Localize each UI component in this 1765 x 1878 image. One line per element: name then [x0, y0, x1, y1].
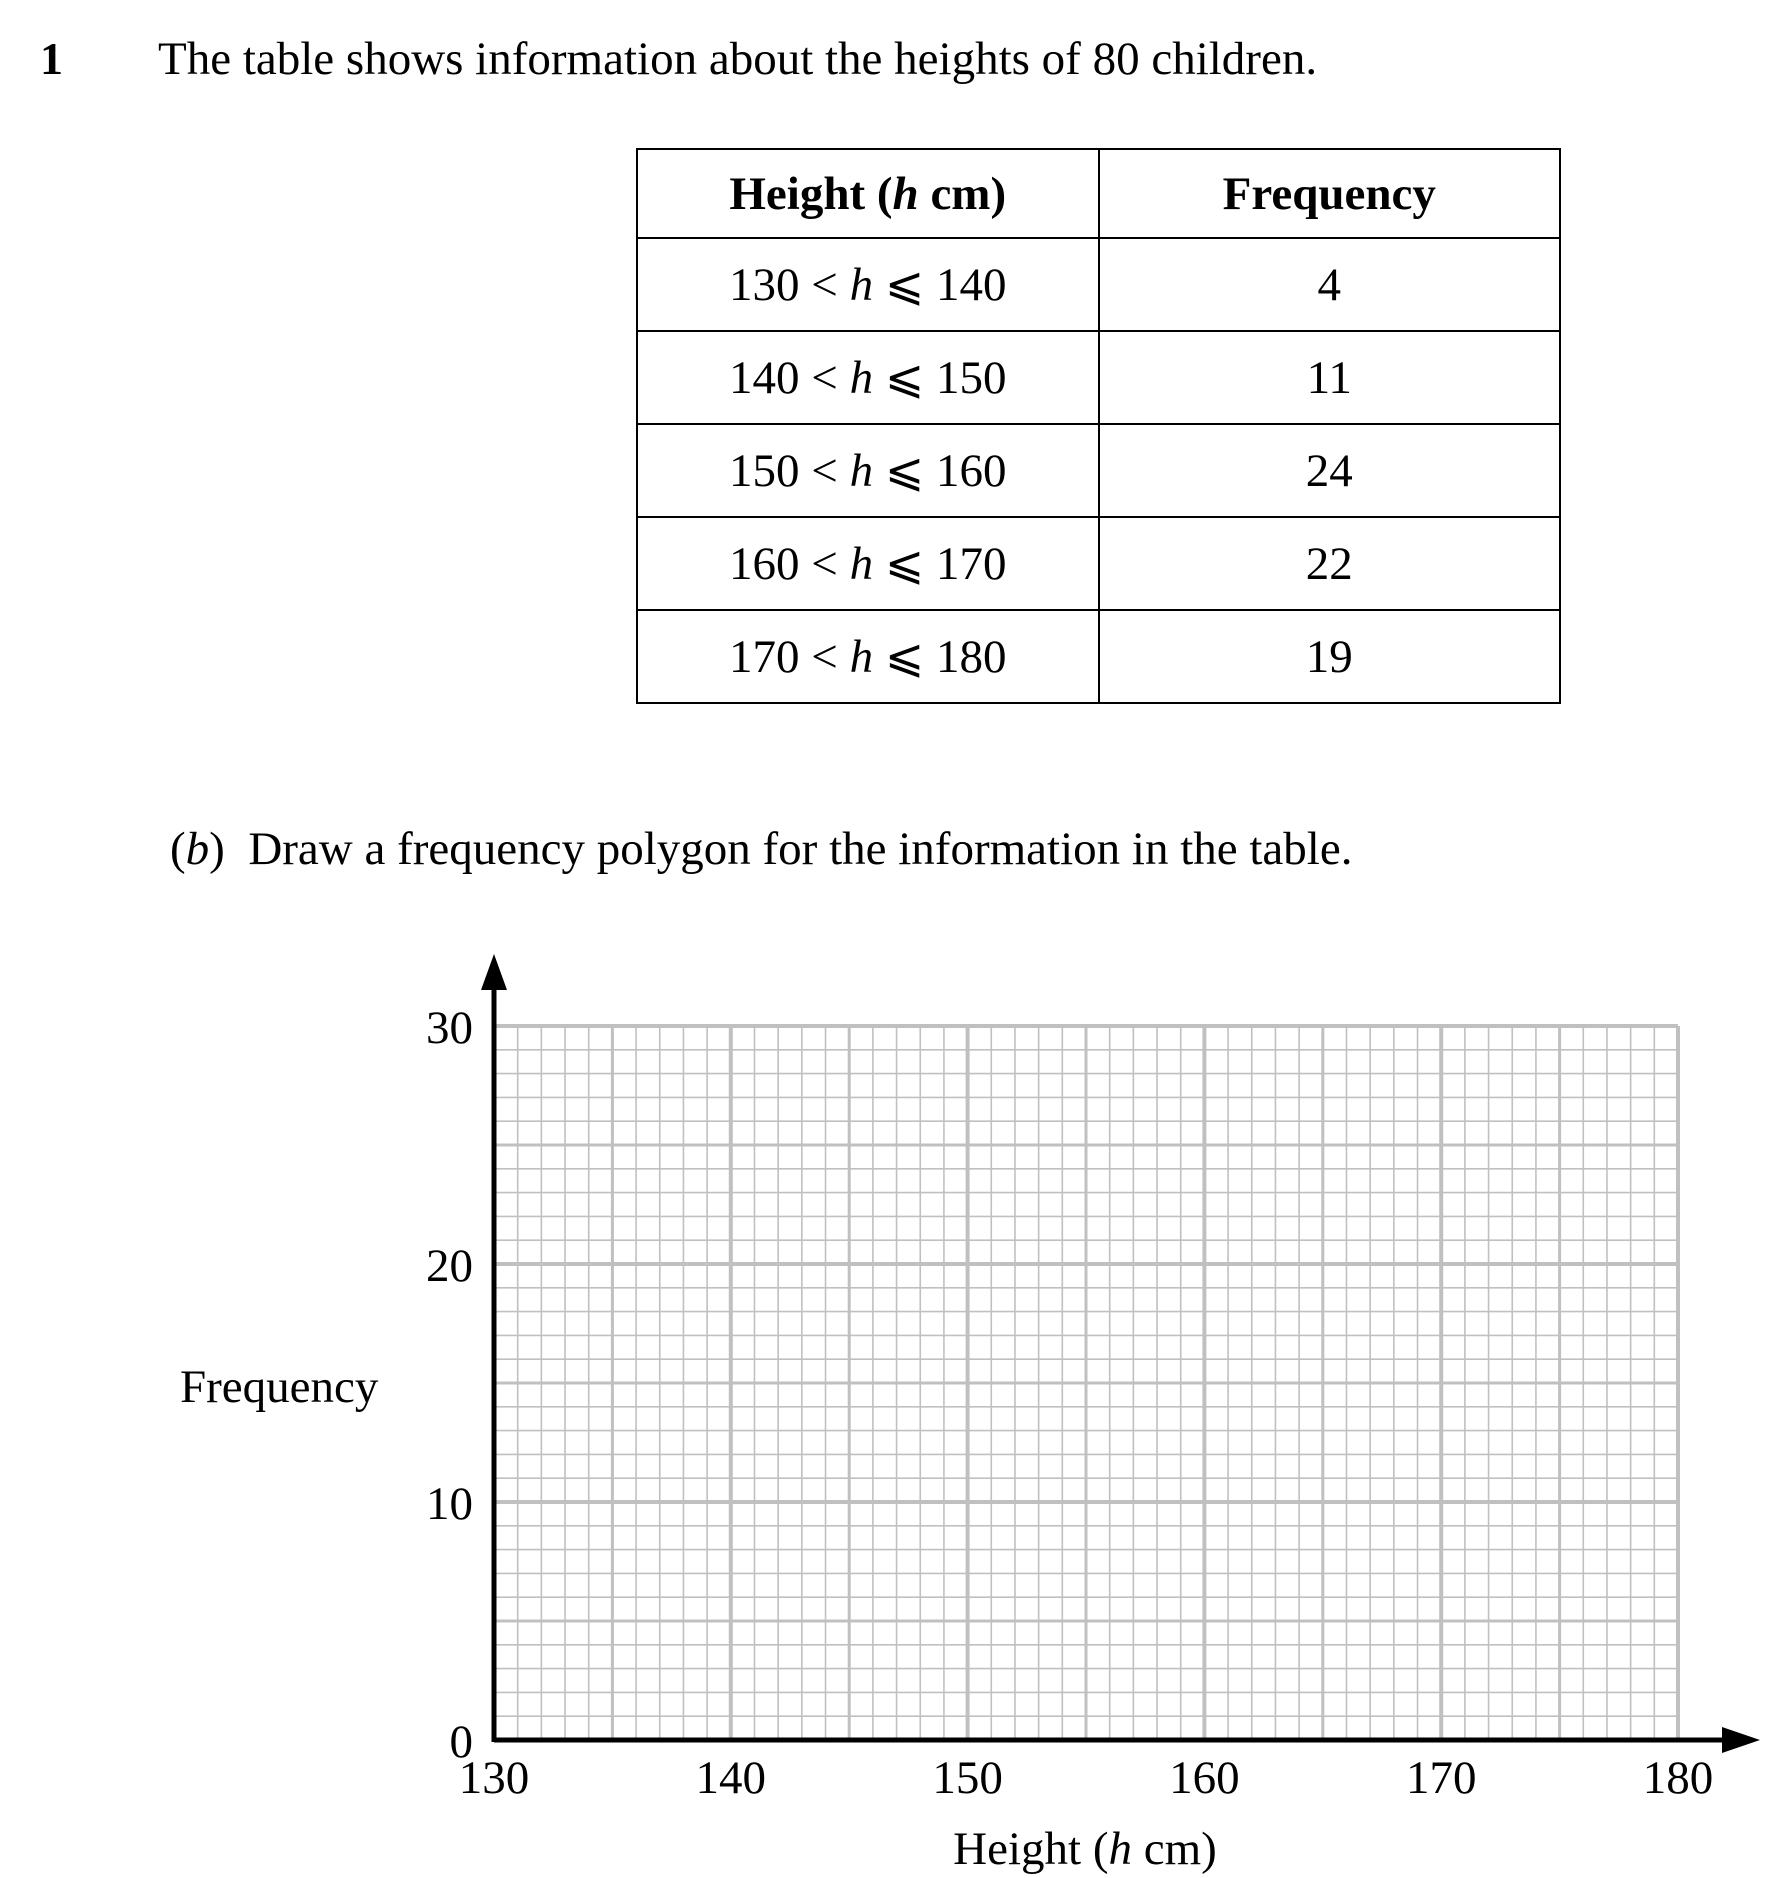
- header-height: Height (h cm): [637, 149, 1099, 238]
- frequency-value: 11: [1099, 331, 1561, 424]
- height-interval: 150 < h ⩽ 160: [637, 424, 1099, 517]
- header-frequency: Frequency: [1099, 149, 1561, 238]
- x-tick-label: 140: [695, 1752, 767, 1804]
- x-tick-label: 160: [1169, 1752, 1240, 1804]
- x-tick-label: 130: [458, 1752, 530, 1804]
- frequency-value: 4: [1099, 238, 1561, 331]
- x-axis-arrow-icon: [1722, 1727, 1760, 1753]
- height-interval: 170 < h ⩽ 180: [637, 610, 1099, 703]
- height-interval: 160 < h ⩽ 170: [637, 517, 1099, 610]
- part-b-prompt: (b) Draw a frequency polygon for the information in the table.: [170, 823, 1353, 875]
- frequency-value: 24: [1099, 424, 1561, 517]
- y-tick-label: 20: [426, 1240, 473, 1292]
- frequency-value: 19: [1099, 610, 1561, 703]
- x-tick-label: 150: [932, 1752, 1003, 1804]
- y-tick-label: 10: [426, 1478, 473, 1530]
- question-number: 1: [40, 33, 63, 84]
- y-tick-label: 0: [449, 1716, 473, 1768]
- y-axis-label: Frequency: [180, 1361, 379, 1413]
- question-intro: The table shows information about the heights of 80 children.: [158, 33, 1318, 85]
- x-tick-label: 170: [1405, 1752, 1477, 1804]
- height-interval: 130 < h ⩽ 140: [637, 238, 1099, 331]
- height-interval: 140 < h ⩽ 150: [637, 331, 1099, 424]
- frequency-value: 22: [1099, 517, 1561, 610]
- x-axis-label: Height (h cm): [953, 1823, 1217, 1875]
- x-tick-label: 180: [1642, 1752, 1714, 1804]
- y-axis-arrow-icon: [481, 954, 507, 990]
- y-tick-label: 30: [426, 1002, 473, 1054]
